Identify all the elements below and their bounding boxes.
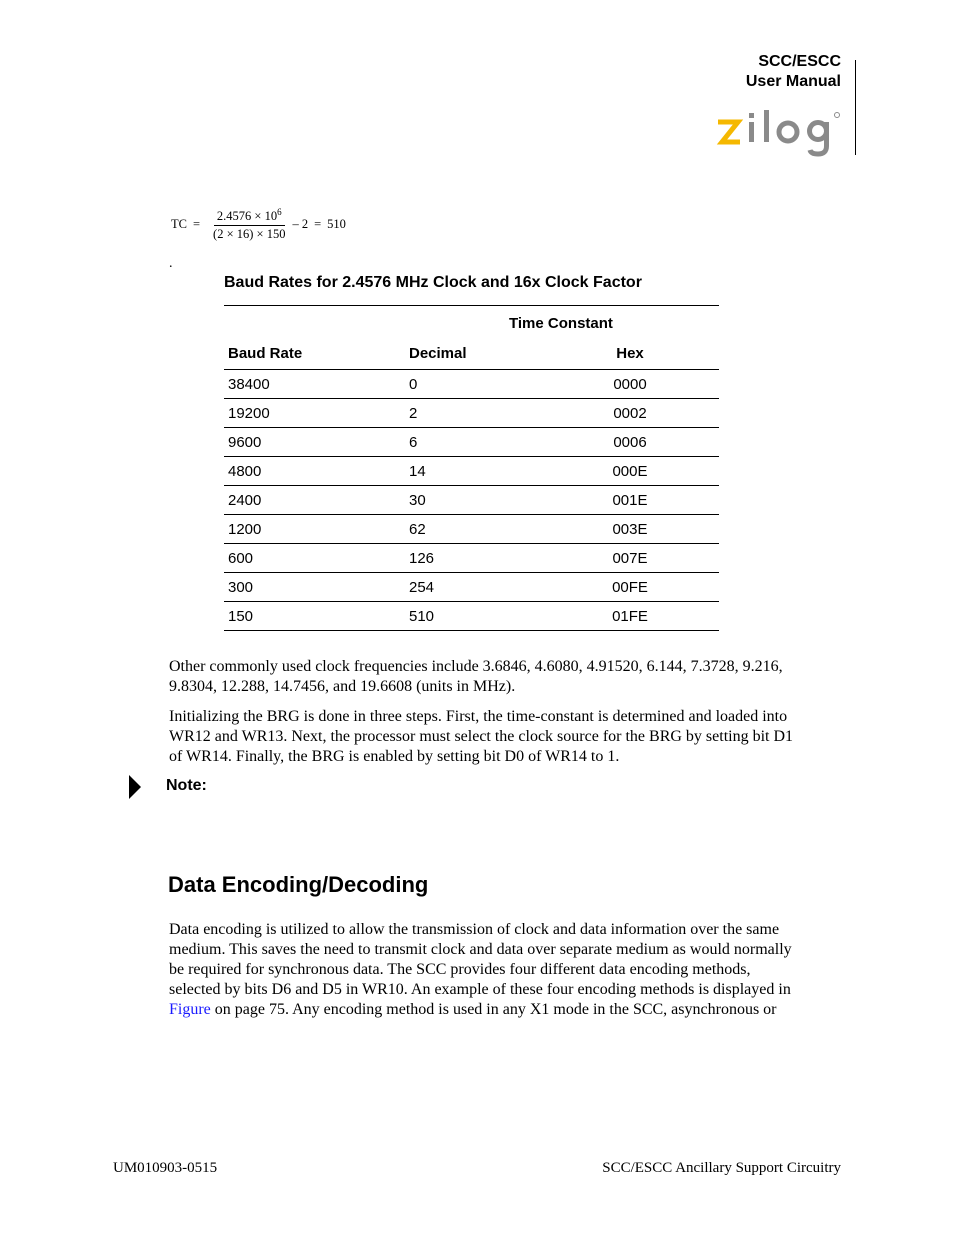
table-row: 1200 62 003E [224,515,719,544]
formula-denominator: (2 × 16) × 150 [213,227,286,241]
note-label: Note: [166,777,207,794]
table-row: 38400 0 0000 [224,370,719,399]
tc-formula [171,207,346,242]
time-constant-header: Time Constant [509,315,613,332]
paragraph-brg-init: Initializing the BRG is done in three steps. First, the time-constant is determined and loaded into WR12 and WR13. Next, the processor must select the clock source for the BRG by setting bit D1 of WR14. Finally, the BRG is enabled by setting bit D0 of WR14 to 1. [169,708,794,765]
table-row: 19200 2 0002 [224,399,719,428]
formula-equals: = [192,217,201,231]
note-arrow-icon [129,775,141,799]
table-group-header [224,306,719,339]
paragraph-data-encoding: Data encoding is utilized to allow the transmission of clock and data information over the same medium. This saves the need to transmit clock and data over separate medium as would normally be required for synchronous data. The SCC provides four different data encoding methods, selected by bits D6 and D5 in WR10. An example of these four encoding methods is displayed in Figure on page 75. Any encoding method is used in any X1 mode in the SCC, asynchronous or [169,921,792,1018]
table-header-row [224,339,719,370]
section-heading: Data Encoding/Decoding [168,872,429,897]
paragraph-clock-frequencies: Other commonly used clock frequencies include 3.6846, 4.6080, 4.91520, 6.144, 7.3728, 9.216, 9.8304, 12.288, 14.7456, and 19.6608 (units in MHz). [169,658,783,695]
zilog-logo [714,106,844,160]
table-row: 150 510 01FE [224,602,719,631]
footer-section-title: SCC/ESCC Ancillary Support Circuitry [602,1160,841,1176]
formula-lhs: TC [171,217,187,231]
header-subtitle: User Manual [745,73,841,90]
figure-link[interactable]: Figure [169,1001,211,1018]
col-header-baud-rate: Baud Rate [228,345,303,362]
table-row: 9600 6 0006 [224,428,719,457]
col-header-hex: Hex [616,345,644,362]
table-row: 600 126 007E [224,544,719,573]
formula-numerator: $2.4576 \times 10^6$ [214,207,285,226]
formula-result: 510 [327,217,346,231]
formula-tail: – 2 [292,217,309,231]
formula-equals-2: = [314,217,322,231]
table-caption: Baud Rates for 2.4576 MHz Clock and 16x Clock Factor [224,274,642,291]
header-title: SCC/ESCC [758,53,841,70]
col-header-decimal: Decimal [409,345,467,362]
formula-fraction [210,207,288,242]
stray-dot: . [169,256,173,271]
table-row: 2400 30 001E [224,486,719,515]
baud-rate-table [224,305,719,631]
table-row: 300 254 00FE [224,573,719,602]
footer-doc-id: UM010903-0515 [113,1160,218,1176]
header-divider [855,60,856,155]
table-row: 4800 14 000E [224,457,719,486]
